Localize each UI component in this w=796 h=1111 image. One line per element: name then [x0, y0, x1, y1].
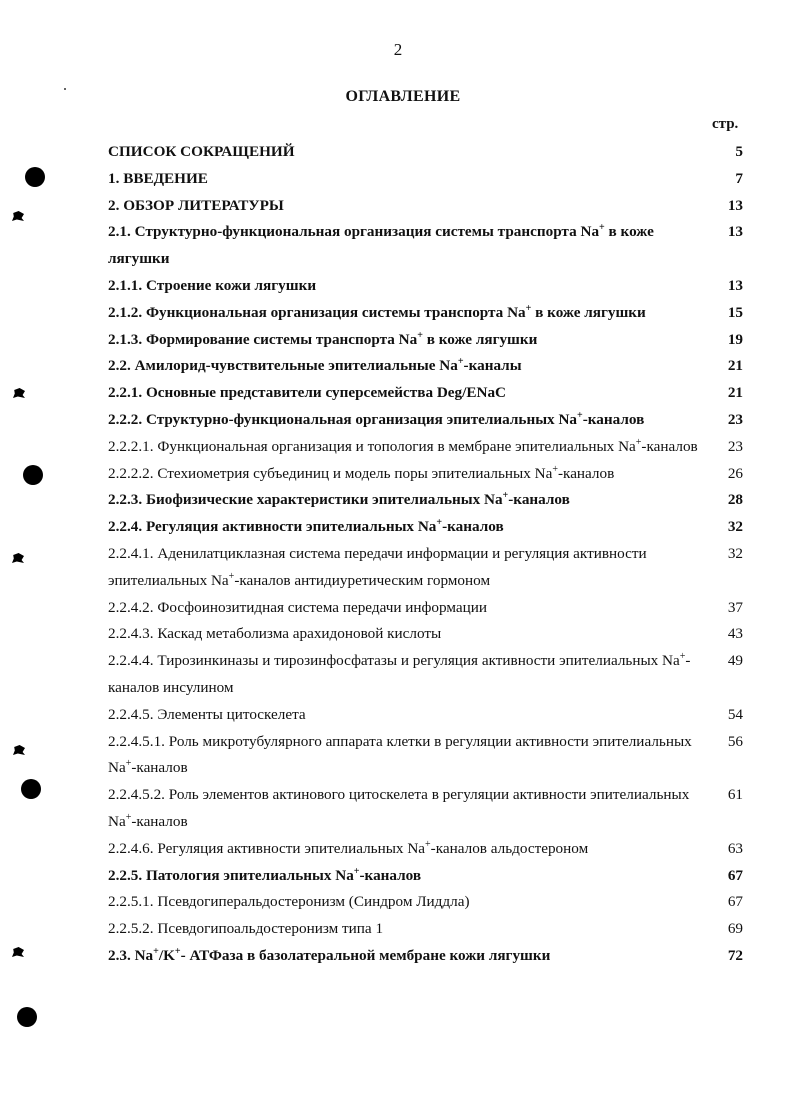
toc-page-number: 67: [727, 893, 743, 911]
page-column-header: стр.: [712, 116, 739, 132]
toc-text-segment: 2.2.2.1. Функциональная организация и топология в мембране эпителиальных Na: [108, 437, 636, 455]
superscript-charge: +: [679, 651, 686, 663]
toc-entry-title: [108, 916, 698, 943]
toc-entry-title: [108, 729, 698, 783]
toc-text-segment: СПИСОК СОКРАЩЕНИЙ: [108, 143, 295, 160]
toc-text-segment: 2.1.2. Функциональная организация системы транспорта Na: [108, 303, 526, 321]
toc-text-segment: в коже лягушки: [531, 303, 646, 321]
scan-speck-mark: [12, 947, 24, 957]
toc-text-segment: -каналов: [641, 437, 698, 455]
binder-hole-mark: [21, 779, 41, 799]
superscript-charge: +: [525, 302, 532, 314]
toc-text-segment: - АТФаза в базолатеральной мембране кожи лягушки: [180, 946, 551, 964]
toc-entry-title: [108, 595, 698, 622]
superscript-charge: +: [125, 758, 132, 770]
toc-text-segment: 2.2.5.2. Псевдогипоальдостеронизм типа 1: [108, 920, 384, 938]
superscript-charge: +: [425, 838, 431, 850]
toc-text-segment: -каналы: [463, 357, 522, 375]
superscript-charge: +: [502, 490, 509, 502]
toc-page-number: 21: [727, 384, 743, 402]
toc-entry: [108, 648, 743, 702]
toc-text-segment: -каналов: [131, 812, 188, 830]
toc-text-segment: 2.2.4.6. Регуляция активности эпителиальных Na: [108, 839, 426, 857]
toc-entry: [108, 621, 743, 648]
superscript-charge: +: [417, 329, 423, 341]
toc-text-segment: 2.2.3. Биофизические характеристики эпителиальных Na: [108, 491, 503, 509]
toc-text-segment: 2.1. Структурно-функциональная организация системы транспорта Na: [108, 223, 600, 241]
toc-entry: [108, 916, 743, 943]
toc-entry-title: [108, 648, 698, 702]
toc-text-segment: 2.2.1. Основные представители суперсемейства Deg/ENaC: [108, 384, 507, 402]
toc-text-segment: в коже лягушки: [422, 330, 538, 348]
toc-page-number: 61: [727, 786, 743, 804]
toc-text-segment: /K: [158, 946, 175, 964]
toc-entry-title: [108, 836, 698, 863]
toc-entry-title: [108, 889, 698, 916]
page-title: ОГЛАВЛЕНИЕ: [345, 88, 461, 105]
toc-entry: [108, 514, 743, 541]
toc-text-segment: 2.2.2.2. Стехиометрия субъединиц и модель поры эпителиальных Na: [108, 464, 553, 482]
toc-text-segment: -каналов: [557, 464, 615, 482]
toc-text-segment: в коже лягушки: [108, 223, 654, 268]
toc-entry-title: [108, 514, 698, 541]
table-of-contents: [108, 139, 743, 970]
toc-text-segment: -каналов инсулином: [108, 652, 691, 696]
toc-entry-title: [108, 273, 698, 300]
toc-page-number: 13: [727, 223, 743, 241]
toc-text-segment: -каналов альдостероном: [430, 839, 589, 857]
toc-page-number: 37: [727, 598, 743, 616]
superscript-charge: +: [457, 356, 464, 368]
toc-text-segment: -каналов: [442, 518, 504, 536]
toc-page-number: 69: [727, 920, 743, 938]
toc-entry-title: [108, 434, 698, 461]
superscript-charge: +: [125, 811, 132, 823]
scan-speck-mark: [64, 88, 66, 90]
toc-page-number: 5: [735, 143, 743, 160]
toc-page-number: 26: [727, 464, 743, 482]
toc-text-segment: 1. ВВЕДЕНИЕ: [108, 169, 208, 187]
toc-text-segment: 2.2.2. Структурно-функциональная организация эпителиальных Na: [108, 410, 578, 428]
toc-entry: [108, 327, 743, 354]
scan-speck-mark: [12, 211, 24, 221]
toc-entry: [108, 193, 743, 220]
toc-page-number: 67: [727, 866, 743, 884]
toc-entry: [108, 219, 743, 273]
toc-page-number: 13: [727, 276, 743, 294]
toc-text-segment: 2.2.5. Патология эпителиальных Na: [108, 866, 354, 884]
toc-entry: [108, 487, 743, 514]
toc-page-number: 72: [727, 946, 743, 964]
toc-entry: [108, 729, 743, 783]
toc-entry: [108, 863, 743, 890]
toc-page-number: 21: [727, 357, 743, 375]
toc-text-segment: 2.2.4.4. Тирозинкиназы и тирозинфосфатазы и регуляция активности эпителиальных Na: [108, 652, 680, 670]
toc-page-number: 15: [727, 303, 743, 321]
toc-entry-title: [108, 219, 698, 273]
toc-page-number: 43: [727, 625, 743, 643]
toc-entry: [108, 943, 743, 970]
binder-hole-mark: [17, 1007, 37, 1027]
binder-hole-mark: [25, 167, 45, 187]
toc-entry: [108, 836, 743, 863]
toc-text-segment: 2.2.5.1. Псевдогиперальдостеронизм (Синдром Лиддла): [108, 893, 470, 911]
toc-entry-title: [108, 943, 698, 970]
toc-page-number: 23: [727, 437, 743, 455]
toc-entry: [108, 300, 743, 327]
toc-entry-title: [108, 782, 698, 836]
toc-entry: [108, 139, 743, 166]
toc-text-segment: -каналов: [131, 759, 188, 777]
toc-text-segment: 2.2.4.5. Элементы цитоскелета: [108, 705, 306, 723]
toc-text-segment: 2.1.3. Формирование системы транспорта Na: [108, 330, 418, 348]
toc-entry-title: [108, 541, 698, 595]
superscript-charge: +: [436, 517, 443, 529]
toc-text-segment: 2.3. Na: [108, 946, 154, 964]
toc-page-number: 23: [727, 410, 743, 428]
toc-entry: [108, 407, 743, 434]
toc-text-segment: 2. ОБЗОР ЛИТЕРАТУРЫ: [108, 196, 284, 214]
superscript-charge: +: [353, 865, 360, 877]
toc-entry-title: [108, 327, 698, 354]
toc-text-segment: 2.2.4. Регуляция активности эпителиальных Na: [108, 518, 437, 536]
toc-text-segment: 2.1.1. Строение кожи лягушки: [108, 276, 317, 294]
toc-entry-title: [108, 487, 698, 514]
toc-text-segment: 2.2.4.3. Каскад метаболизма арахидоновой кислоты: [108, 625, 442, 643]
toc-text-segment: -каналов: [359, 866, 422, 884]
toc-entry: [108, 461, 743, 488]
toc-page-number: 28: [727, 491, 743, 509]
superscript-charge: +: [577, 409, 583, 421]
toc-entry: [108, 273, 743, 300]
toc-text-segment: 2.2. Амилорид-чувствительные эпителиальные Na: [108, 357, 458, 375]
toc-entry-title: [108, 139, 698, 166]
toc-entry: [108, 702, 743, 729]
toc-entry: [108, 595, 743, 622]
toc-entry: [108, 380, 743, 407]
scan-speck-mark: [12, 553, 24, 563]
toc-entry-title: [108, 353, 698, 380]
toc-entry-title: [108, 407, 698, 434]
toc-entry: [108, 889, 743, 916]
toc-page-number: 54: [727, 705, 743, 723]
toc-page-number: 32: [727, 544, 743, 562]
toc-text-segment: 2.2.4.5.2. Роль элементов актинового цитоскелета в регуляции активности эпителиальных Na: [108, 786, 690, 830]
scan-speck-mark: [13, 745, 25, 755]
toc-text-segment: 2.2.4.1. Аденилатциклазная система передачи информации и регуляция активности эпителиальных Na: [108, 544, 647, 589]
toc-entry: [108, 166, 743, 193]
toc-page-number: 32: [727, 518, 743, 536]
toc-entry-title: [108, 166, 698, 193]
toc-entry-title: [108, 380, 698, 407]
toc-text-segment: -каналов: [582, 410, 645, 428]
page-number: 2: [393, 40, 403, 59]
toc-entry-title: [108, 621, 698, 648]
toc-entry-title: [108, 863, 698, 890]
superscript-charge: +: [228, 570, 235, 582]
binder-hole-mark: [23, 465, 43, 485]
superscript-charge: +: [635, 436, 642, 448]
scan-speck-mark: [13, 388, 25, 398]
superscript-charge: +: [599, 222, 605, 234]
superscript-charge: +: [552, 463, 558, 475]
toc-entry: [108, 353, 743, 380]
toc-page-number: 56: [727, 732, 743, 750]
toc-entry: [108, 541, 743, 595]
toc-text-segment: 2.2.4.2. Фосфоинозитидная система передачи информации: [108, 598, 487, 616]
toc-text-segment: -каналов: [508, 491, 570, 509]
toc-page-number: 7: [735, 169, 743, 187]
toc-text-segment: 2.2.4.5.1. Роль микротубулярного аппарата клетки в регуляции активности эпителиальных Na: [108, 732, 692, 777]
toc-page-number: 63: [727, 839, 743, 857]
superscript-charge: +: [174, 945, 181, 957]
toc-entry-title: [108, 300, 698, 327]
toc-text-segment: -каналов антидиуретическим гормоном: [234, 571, 491, 589]
toc-entry-title: [108, 702, 698, 729]
toc-page-number: 49: [727, 652, 743, 670]
toc-page-number: 13: [727, 196, 743, 214]
toc-entry: [108, 434, 743, 461]
superscript-charge: +: [153, 945, 159, 957]
toc-page-number: 19: [727, 330, 743, 348]
toc-entry-title: [108, 461, 698, 488]
toc-entry: [108, 782, 743, 836]
toc-entry-title: [108, 193, 698, 220]
